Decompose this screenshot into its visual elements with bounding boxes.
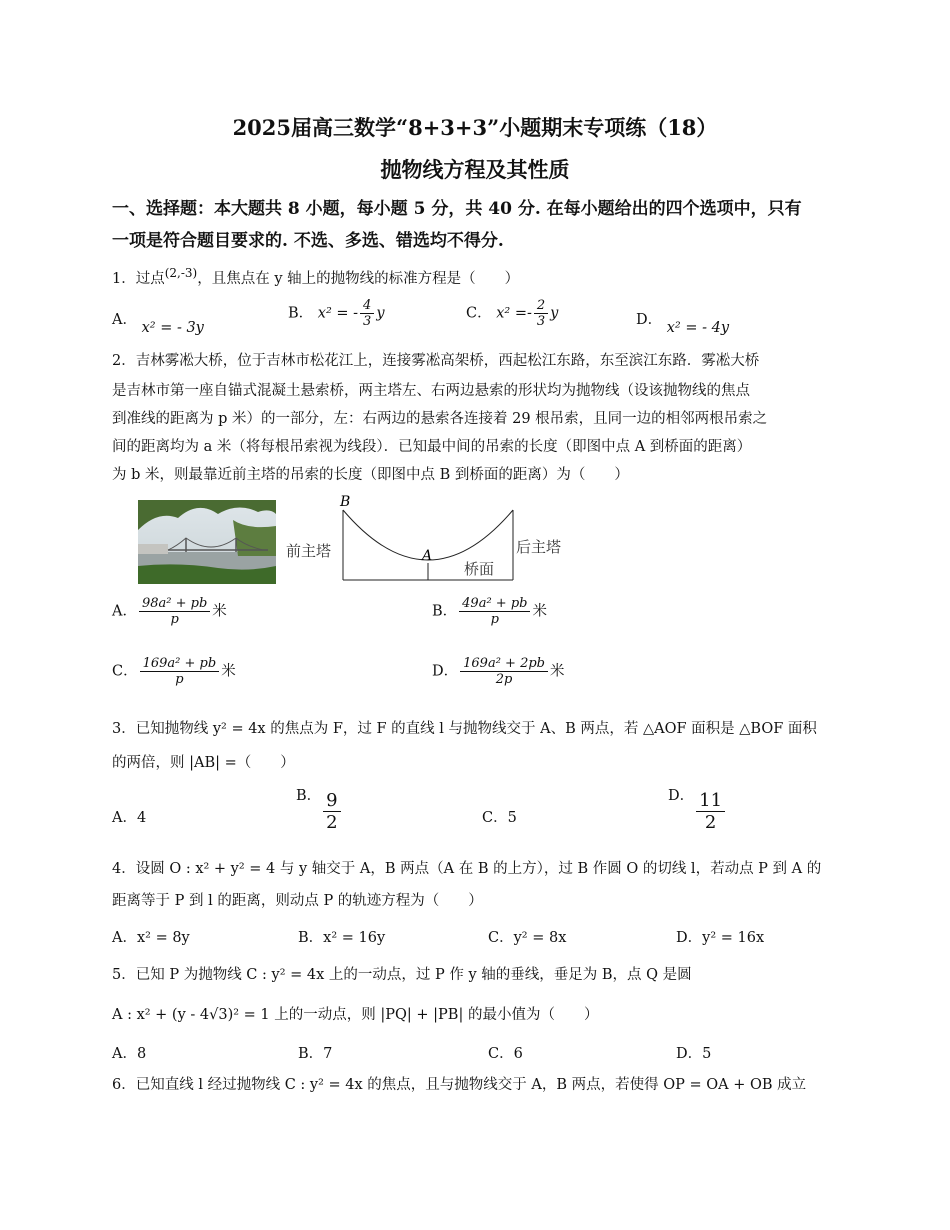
q3-option-c[interactable]	[482, 806, 517, 827]
q2-option-a[interactable]	[112, 596, 227, 627]
q1-stem-a: 1．过点	[112, 270, 165, 287]
q1-stem-b: ，且焦点在 y 轴上的抛物线的标准方程是（ ）	[197, 270, 520, 287]
q2-option-b[interactable]	[432, 596, 547, 627]
fig-label-b: B	[340, 494, 351, 510]
fig-front-tower: 前主塔	[286, 542, 332, 560]
q2-stem-line5: 为 b 米，则最靠近前主塔的吊索的长度（即图中点 B 到桥面的距离）为（ ）	[112, 467, 629, 483]
q3-stem-line1: 3．已知抛物线 y² = 4x 的焦点为 F，过 F 的直线 l 与抛物线交于 A、B 两点，若 △AOF 面积是 △BOF 面积	[112, 721, 817, 737]
q4-c-text: C．y² = 8x	[488, 930, 567, 946]
q2-d-unit: 米	[550, 663, 565, 680]
section-heading-line2: 一项是符合题目要求的. 不选、多选、错选均不得分.	[112, 231, 504, 251]
q1-stem	[112, 258, 842, 294]
q2-c-num: 169a² + pb	[140, 656, 220, 672]
q6-stem-line1: 6．已知直线 l 经过抛物线 C : y² = 4x 的焦点，且与抛物线交于 A，B 两点，若使得 OP = OA + OB 成立	[112, 1077, 807, 1093]
q2-b-unit: 米	[532, 603, 547, 620]
q2-a-num: 98a² + pb	[139, 596, 210, 612]
q5-a-text: A．8	[112, 1046, 147, 1062]
q2-a-label: A．	[112, 603, 137, 620]
page-subtitle: 抛物线方程及其性质	[380, 157, 570, 182]
q1-point: (2,-3)	[164, 266, 198, 280]
bridge-photo	[138, 500, 276, 584]
q3-option-d[interactable]	[668, 787, 727, 833]
q2-d-label: D．	[432, 663, 459, 680]
q1-option-c[interactable]	[466, 298, 558, 329]
bridge-diagram	[284, 492, 584, 588]
q5-option-d[interactable]	[676, 1042, 711, 1063]
q4-a-text: A．x² = 8y	[112, 930, 190, 946]
q2-stem-line4: 间的距离均为 a 米（将每根吊索视为线段）．已知最中间的吊索的长度（即图中点 A 到桥面的距离）	[112, 439, 752, 455]
q1-c-label: C．	[466, 305, 492, 322]
q1-a-expr: x² = - 3y	[141, 320, 204, 336]
q4-option-d[interactable]	[676, 926, 764, 947]
q3-d-den: 2	[704, 812, 717, 833]
q5-b-text: B．7	[298, 1046, 333, 1062]
q3-a-text: A．4	[112, 810, 147, 826]
q3-b-label: B．	[296, 787, 322, 804]
q2-stem-line1: 2．吉林雾凇大桥，位于吉林市松花江上，连接雾凇高架桥，西起松江东路，东至滨江东路．雾凇大桥	[112, 353, 760, 369]
q2-c-unit: 米	[221, 663, 236, 680]
q2-d-den: 2p	[495, 672, 513, 687]
q4-stem-line2: 距离等于 P 到 l 的距离，则动点 P 的轨迹方程为（ ）	[112, 893, 483, 909]
q3-c-text: C．5	[482, 810, 517, 826]
q5-stem-line1: 5．已知 P 为抛物线 C : y² = 4x 上的一动点，过 P 作 y 轴的垂线，垂足为 B，点 Q 是圆	[112, 967, 692, 983]
q2-b-label: B．	[432, 603, 458, 620]
q2-stem-line2: 是吉林市第一座自锚式混凝土悬索桥，两主塔左、右两边悬索的形状均为抛物线（设该抛物线的焦点	[112, 383, 750, 399]
q1-c-var: y	[550, 305, 559, 322]
q1-b-den: 3	[363, 314, 372, 329]
q5-option-c[interactable]	[488, 1042, 523, 1063]
q1-b-num: 4	[360, 298, 374, 314]
q1-option-b[interactable]	[288, 298, 385, 329]
q1-option-d[interactable]	[636, 308, 730, 336]
q5-d-text: D．5	[676, 1046, 712, 1062]
q1-d-expr: x² = - 4y	[666, 320, 730, 336]
q3-stem-line2: 的两倍，则 |AB| =（ ）	[112, 755, 295, 771]
q2-b-den: p	[490, 612, 499, 627]
q5-option-a[interactable]	[112, 1042, 146, 1063]
q2-b-num: 49a² + pb	[459, 596, 530, 612]
q1-d-label: D．	[636, 312, 663, 328]
q1-a-label: A．	[112, 312, 137, 328]
q5-stem-line2: A : x² + (y - 4√3)² = 1 上的一动点，则 |PQ| + |PB| 的最小值为（ ）	[112, 1007, 599, 1023]
q2-a-den: p	[170, 612, 179, 627]
q3-d-label: D．	[668, 787, 695, 804]
q2-d-num: 169a² + 2pb	[460, 656, 548, 672]
q2-stem-line3: 到准线的距离为 p 米）的一部分，左：右两边的悬索各连接着 29 根吊索，且同一边的相邻两根吊索之	[112, 411, 768, 427]
page-title: 2025届高三数学“8+3+3”小题期末专项练（18）	[232, 115, 718, 140]
q1-b-var: y	[376, 305, 385, 322]
q1-b-label: B．	[288, 305, 314, 322]
q1-b-expr: x² = -	[317, 305, 359, 322]
q3-b-num: 9	[323, 790, 340, 812]
q1-c-num: 2	[534, 298, 548, 314]
q4-stem-line1: 4．设圆 O : x² + y² = 4 与 y 轴交于 A，B 两点（A 在 B 的上方），过 B 作圆 O 的切线 l，若动点 P 到 A 的	[112, 861, 822, 877]
q1-option-a[interactable]	[112, 308, 204, 336]
q4-option-a[interactable]	[112, 926, 190, 947]
fig-back-tower: 后主塔	[516, 538, 562, 556]
q3-option-b[interactable]	[296, 787, 343, 833]
fig-deck: 桥面	[464, 560, 495, 578]
q1-c-expr: x² =-	[496, 305, 532, 322]
q3-option-a[interactable]	[112, 806, 146, 827]
q5-c-text: C．6	[488, 1046, 523, 1062]
section-heading-line1: 一、选择题：本大题共 8 小题，每小题 5 分，共 40 分. 在每小题给出的四个选项中，只有	[112, 199, 802, 219]
q2-option-c[interactable]	[112, 656, 236, 687]
q4-option-b[interactable]	[298, 926, 385, 947]
q3-d-num: 11	[696, 790, 725, 812]
q3-b-den: 2	[326, 812, 338, 833]
q2-c-den: p	[175, 672, 184, 687]
q2-option-d[interactable]	[432, 656, 565, 687]
q1-c-den: 3	[536, 314, 546, 329]
q4-option-c[interactable]	[488, 926, 566, 947]
q4-d-text: D．y² = 16x	[676, 930, 765, 946]
q2-a-unit: 米	[212, 603, 227, 620]
q4-b-text: B．x² = 16y	[298, 930, 386, 946]
q2-c-label: C．	[112, 663, 138, 680]
fig-label-a: A	[422, 548, 433, 564]
q5-option-b[interactable]	[298, 1042, 332, 1063]
